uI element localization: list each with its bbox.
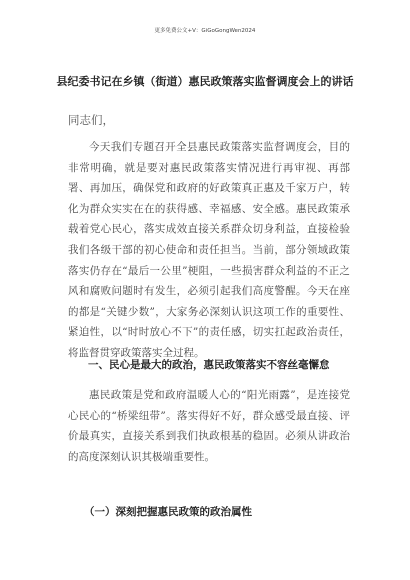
paragraph-intro: 今天我们专题召开全县惠民政策落实监督调度会，目的非常明确，就是要对惠民政策落实情况进行再审视、再部署、再加压，确保党和政府的好政策真正惠及千家万户，转化为群众实实在在的获得感、幸福感、安全感。惠民政策承载着党心民心，落实成效直接关系群众切身利益，直接检验我们各级干部的初心使命和责任担当。当前，部分领域政策落实仍存在“最后一公里”梗阻，一些损害群众利益的不正之风和腐败问题时有发生，必须引起我们高度警醒。今天在座的都是“关键少数”，大家务必深刻认识这项工作的重要性、紧迫性，以“时时放心不下”的责任感，切实扛起政治责任，将监督贯穿政策落实全过程。 bbox=[68, 141, 350, 359]
paragraph-section-1: 惠民政策是党和政府温暖人心的“阳光雨露”，是连接党心民心的“桥梁纽带”。落实得好不好，群众感受最直接、评价最真实，直接关系到我们执政根基的稳固。必须从讲政治的高度深刻认识其极端重要性。 bbox=[68, 389, 350, 463]
subsection-heading-1: （一）深刻把握惠民政策的政治属性 bbox=[84, 506, 252, 518]
section-heading-1: 一、民心是最大的政治，惠民政策落实不容丝毫懈怠 bbox=[88, 359, 330, 371]
watermark-text: 更多免费公文+V：GiGoGongWen2024 bbox=[154, 28, 256, 34]
salutation: 同志们， bbox=[68, 113, 114, 127]
document-title: 县纪委书记在乡镇（街道）惠民政策落实监督调度会上的讲话 bbox=[56, 75, 354, 88]
